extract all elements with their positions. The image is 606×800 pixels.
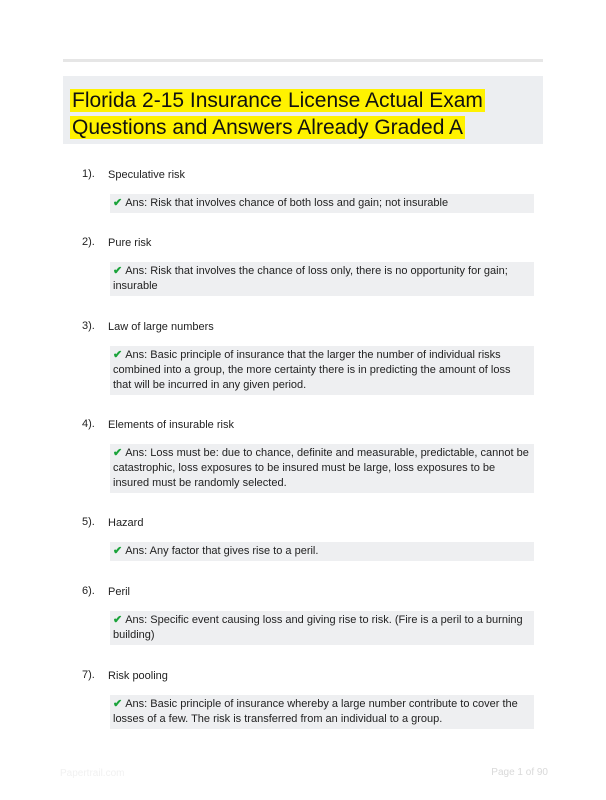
answer-text: Ans: Basic principle of insurance whereby a large number contribute to cover the losses of a few. The risk is transferred from an individual to a group. — [113, 698, 518, 725]
page-number: Page 1 of 90 — [491, 767, 548, 778]
question-number: 7). — [82, 669, 95, 681]
check-icon: ✔ — [113, 614, 123, 626]
question-term: Law of large numbers — [108, 321, 214, 333]
check-icon: ✔ — [113, 349, 123, 361]
question-number: 5). — [82, 516, 95, 528]
check-icon: ✔ — [113, 545, 123, 557]
check-icon: ✔ — [113, 447, 123, 459]
title-line-2: Questions and Answers Already Graded A — [72, 116, 464, 139]
question-term: Hazard — [108, 517, 144, 529]
title-line-1: Florida 2-15 Insurance License Actual Exam — [72, 89, 483, 112]
question-term: Speculative risk — [108, 169, 186, 181]
answer-box — [110, 262, 534, 296]
answer-text: Ans: Specific event causing loss and giving rise to risk. (Fire is a peril to a burning building) — [113, 614, 523, 641]
answer-box — [110, 611, 534, 645]
page-title — [70, 87, 538, 141]
answer-text: Ans: Risk that involves chance of both loss and gain; not insurable — [125, 197, 449, 209]
question-number: 3). — [82, 320, 95, 332]
question-number: 4). — [82, 418, 95, 430]
footer-site: Papertrail.com — [60, 768, 125, 779]
answer-text: Ans: Any factor that gives rise to a peril. — [125, 545, 319, 557]
question-term: Risk pooling — [108, 670, 168, 682]
answer-text: Ans: Loss must be: due to chance, definite and measurable, predictable, cannot be catastrophic, loss exposures to be insured must be large, loss exposures to be insured must be randomly selected. — [113, 447, 529, 489]
answer-box — [110, 542, 534, 561]
answer-box — [110, 695, 534, 729]
check-icon: ✔ — [113, 265, 123, 277]
question-number: 1). — [82, 168, 95, 180]
question-number: 2). — [82, 236, 95, 248]
answer-box — [110, 346, 534, 395]
top-divider — [63, 59, 543, 62]
check-icon: ✔ — [113, 698, 123, 710]
question-term: Elements of insurable risk — [108, 419, 234, 431]
answer-box — [110, 444, 534, 493]
answer-text: Ans: Basic principle of insurance that the larger the number of individual risks combined into a group, the more certainty there is in predicting the amount of loss that will be incurred in any given period. — [113, 349, 511, 391]
answer-box — [110, 194, 534, 213]
question-term: Pure risk — [108, 237, 152, 249]
question-number: 6). — [82, 585, 95, 597]
check-icon: ✔ — [113, 197, 123, 209]
question-term: Peril — [108, 586, 131, 598]
answer-text: Ans: Risk that involves the chance of loss only, there is no opportunity for gain; insurable — [113, 265, 508, 292]
